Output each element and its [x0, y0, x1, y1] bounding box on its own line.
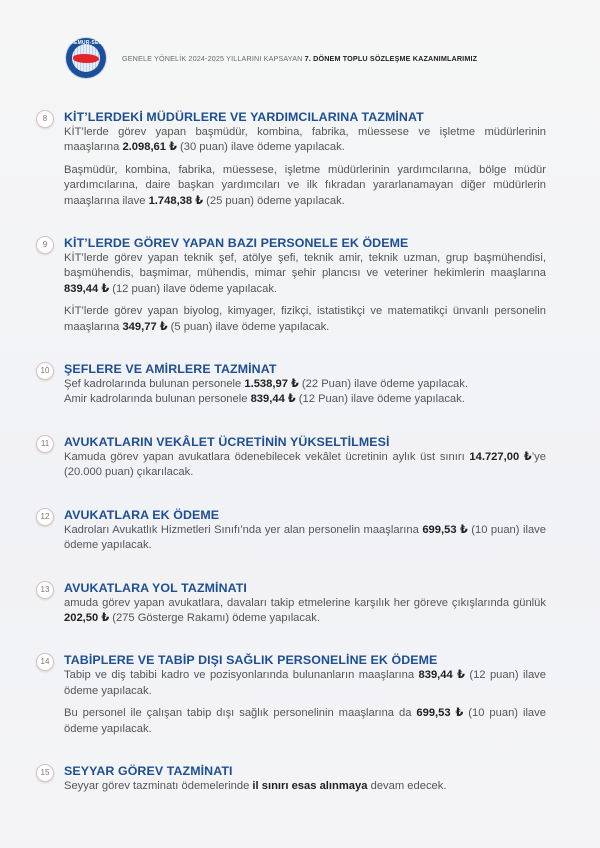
text: devam edecek. [367, 779, 447, 792]
amount: 349,77 ₺ [122, 320, 168, 333]
amount: 202,50 ₺ [64, 611, 110, 624]
text: (12 puan) ilave ödeme yapılacak. [64, 669, 546, 697]
item-number-badge: 9 [36, 236, 54, 254]
item-paragraph [64, 163, 546, 209]
text: (5 puan) ilave ödeme yapılacak. [167, 320, 330, 333]
amount: 2.098,61 ₺ [122, 141, 177, 154]
turkey-map-icon [73, 54, 99, 63]
item-title: KİT’LERDEKİ MÜDÜRLERE VE YARDIMCILARINA TAZMİNAT [64, 110, 424, 124]
item-paragraph [64, 377, 546, 392]
item-number-badge: 14 [36, 653, 54, 671]
amount: 699,53 ₺ [416, 707, 464, 720]
amount: 839,44 ₺ [250, 393, 296, 406]
benefit-item-11 [36, 435, 546, 481]
text: KİT’lerde görev yapan teknik şef, atölye şefi, teknik amir, teknik uzman, grup başmühendisi, başmühendis, başmimar, mühendis, mimar şehir plancısı ve veteriner hekimlerin maaşlarına [64, 252, 546, 280]
item-paragraph [64, 392, 546, 407]
benefit-item-14 [36, 653, 546, 737]
item-paragraph [64, 125, 546, 156]
amount: 1.538,97 ₺ [244, 378, 299, 391]
text: (275 Gösterge Rakamı) ödeme yapılacak. [109, 611, 320, 624]
item-title: KİT’LERDE GÖREV YAPAN BAZI PERSONELE EK ÖDEME [64, 236, 409, 251]
logo-text: MEMUR-SEN [69, 40, 103, 46]
text: (12 Puan) ilave ödeme yapılacak. [295, 393, 465, 406]
text: (12 puan) ilave ödeme yapılacak. [109, 282, 278, 295]
amount: 14.727,00 ₺ [469, 450, 532, 463]
text: (10 puan) ilave ödeme yapılacak. [64, 707, 546, 735]
text: amuda görev yapan avukatlara, davaları takip etmelerine karşılık her göreve çıkışlarında günlük [64, 596, 546, 609]
text: (22 Puan) ilave ödeme yapılacak. [298, 378, 468, 391]
page-header [66, 38, 546, 78]
item-number-badge: 10 [36, 362, 54, 380]
item-number-badge: 11 [36, 435, 54, 453]
item-title: TABİPLERE VE TABİP DIŞI SAĞLIK PERSONELİNE EK ÖDEME [64, 653, 438, 668]
memursen-logo-icon [66, 38, 106, 78]
benefit-item-9 [36, 236, 546, 335]
item-paragraph [64, 304, 546, 335]
item-paragraph [64, 668, 546, 699]
item-paragraph [64, 523, 546, 554]
amount: 699,53 ₺ [422, 523, 468, 536]
benefit-item-12 [36, 508, 546, 554]
benefit-item-8 [36, 110, 546, 209]
item-title: AVUKATLARIN VEKÂLET ÜCRETİNİN YÜKSELTİLMESİ [64, 434, 390, 449]
header-title-bold: 7. DÖNEM TOPLU SÖZLEŞME KAZANIMLARIMIZ [304, 53, 478, 63]
item-paragraph [64, 779, 546, 794]
item-paragraph [64, 251, 546, 297]
item-number-badge: 8 [36, 110, 54, 128]
item-title: AVUKATLARA YOL TAZMİNATI [64, 580, 247, 595]
header-title-regular: GENELE YÖNELİK 2024-2025 YILLARINI KAPSAYAN [122, 53, 303, 63]
amount: 839,44 ₺ [418, 669, 465, 682]
text: Kamuda görev yapan avukatlara ödenebilecek vekâlet ücretinin aylık üst sınırı [64, 450, 470, 463]
benefit-item-13 [36, 581, 546, 627]
text: ’ye (20.000 puan) çıkarılacak. [64, 450, 546, 479]
text: Amir kadrolarında bulunan personele [64, 393, 251, 406]
item-title: ŞEFLERE VE AMİRLERE TAZMİNAT [64, 362, 277, 377]
text: KİT’lerde görev yapan başmüdür, kombina, fabrika, müessese ve işletme müdürlerinin maaşlarına [64, 126, 546, 154]
text: Bu personel ile çalışan tabip dışı sağlık personelinin maaşlarına da [64, 707, 417, 720]
text: KİT’lerde görev yapan biyolog, kimyager, fizikçi, istatistikçi ve matematikçi ünvanlı personelin maaşlarına [64, 305, 546, 333]
benefit-item-15 [36, 764, 546, 794]
benefit-item-10 [36, 362, 546, 408]
emphasis: il sınırı esas alınmaya [252, 779, 368, 792]
item-number-badge: 15 [36, 764, 54, 782]
text: (10 puan) ilave ödeme yapılacak. [64, 523, 546, 552]
item-number-badge: 13 [36, 581, 54, 599]
item-paragraph [64, 450, 546, 481]
text: Seyyar görev tazminatı ödemelerinde [64, 779, 253, 792]
item-paragraph [64, 706, 546, 737]
item-paragraph [64, 596, 546, 627]
text: Kadroları Avukatlık Hizmetleri Sınıfı’nda yer alan personelin maaşlarına [64, 523, 423, 536]
amount: 1.748,38 ₺ [148, 194, 204, 207]
text: Tabip ve diş tabibi kadro ve pozisyonlarında bulunanların maaşlarına [64, 669, 419, 682]
text: Başmüdür, kombina, fabrika, müessese, işletme müdürlerinin yardımcılarına, bölge müdür yardımcılarına, daire başkan yardımcıları ve ilk fıkradan yararlanamayan diğer müdürlerin maaşlarına ilave [64, 163, 546, 207]
text: Şef kadrolarında bulunan personele [64, 378, 245, 391]
text: (25 puan) ödeme yapılacak. [203, 194, 345, 207]
item-number-badge: 12 [36, 508, 54, 526]
item-title: SEYYAR GÖREV TAZMİNATI [64, 763, 233, 778]
amount: 839,44 ₺ [64, 282, 110, 295]
text: (30 puan) ilave ödeme yapılacak. [176, 141, 345, 154]
header-title [122, 54, 477, 63]
benefits-list [36, 110, 546, 794]
item-title: AVUKATLARA EK ÖDEME [64, 507, 220, 522]
